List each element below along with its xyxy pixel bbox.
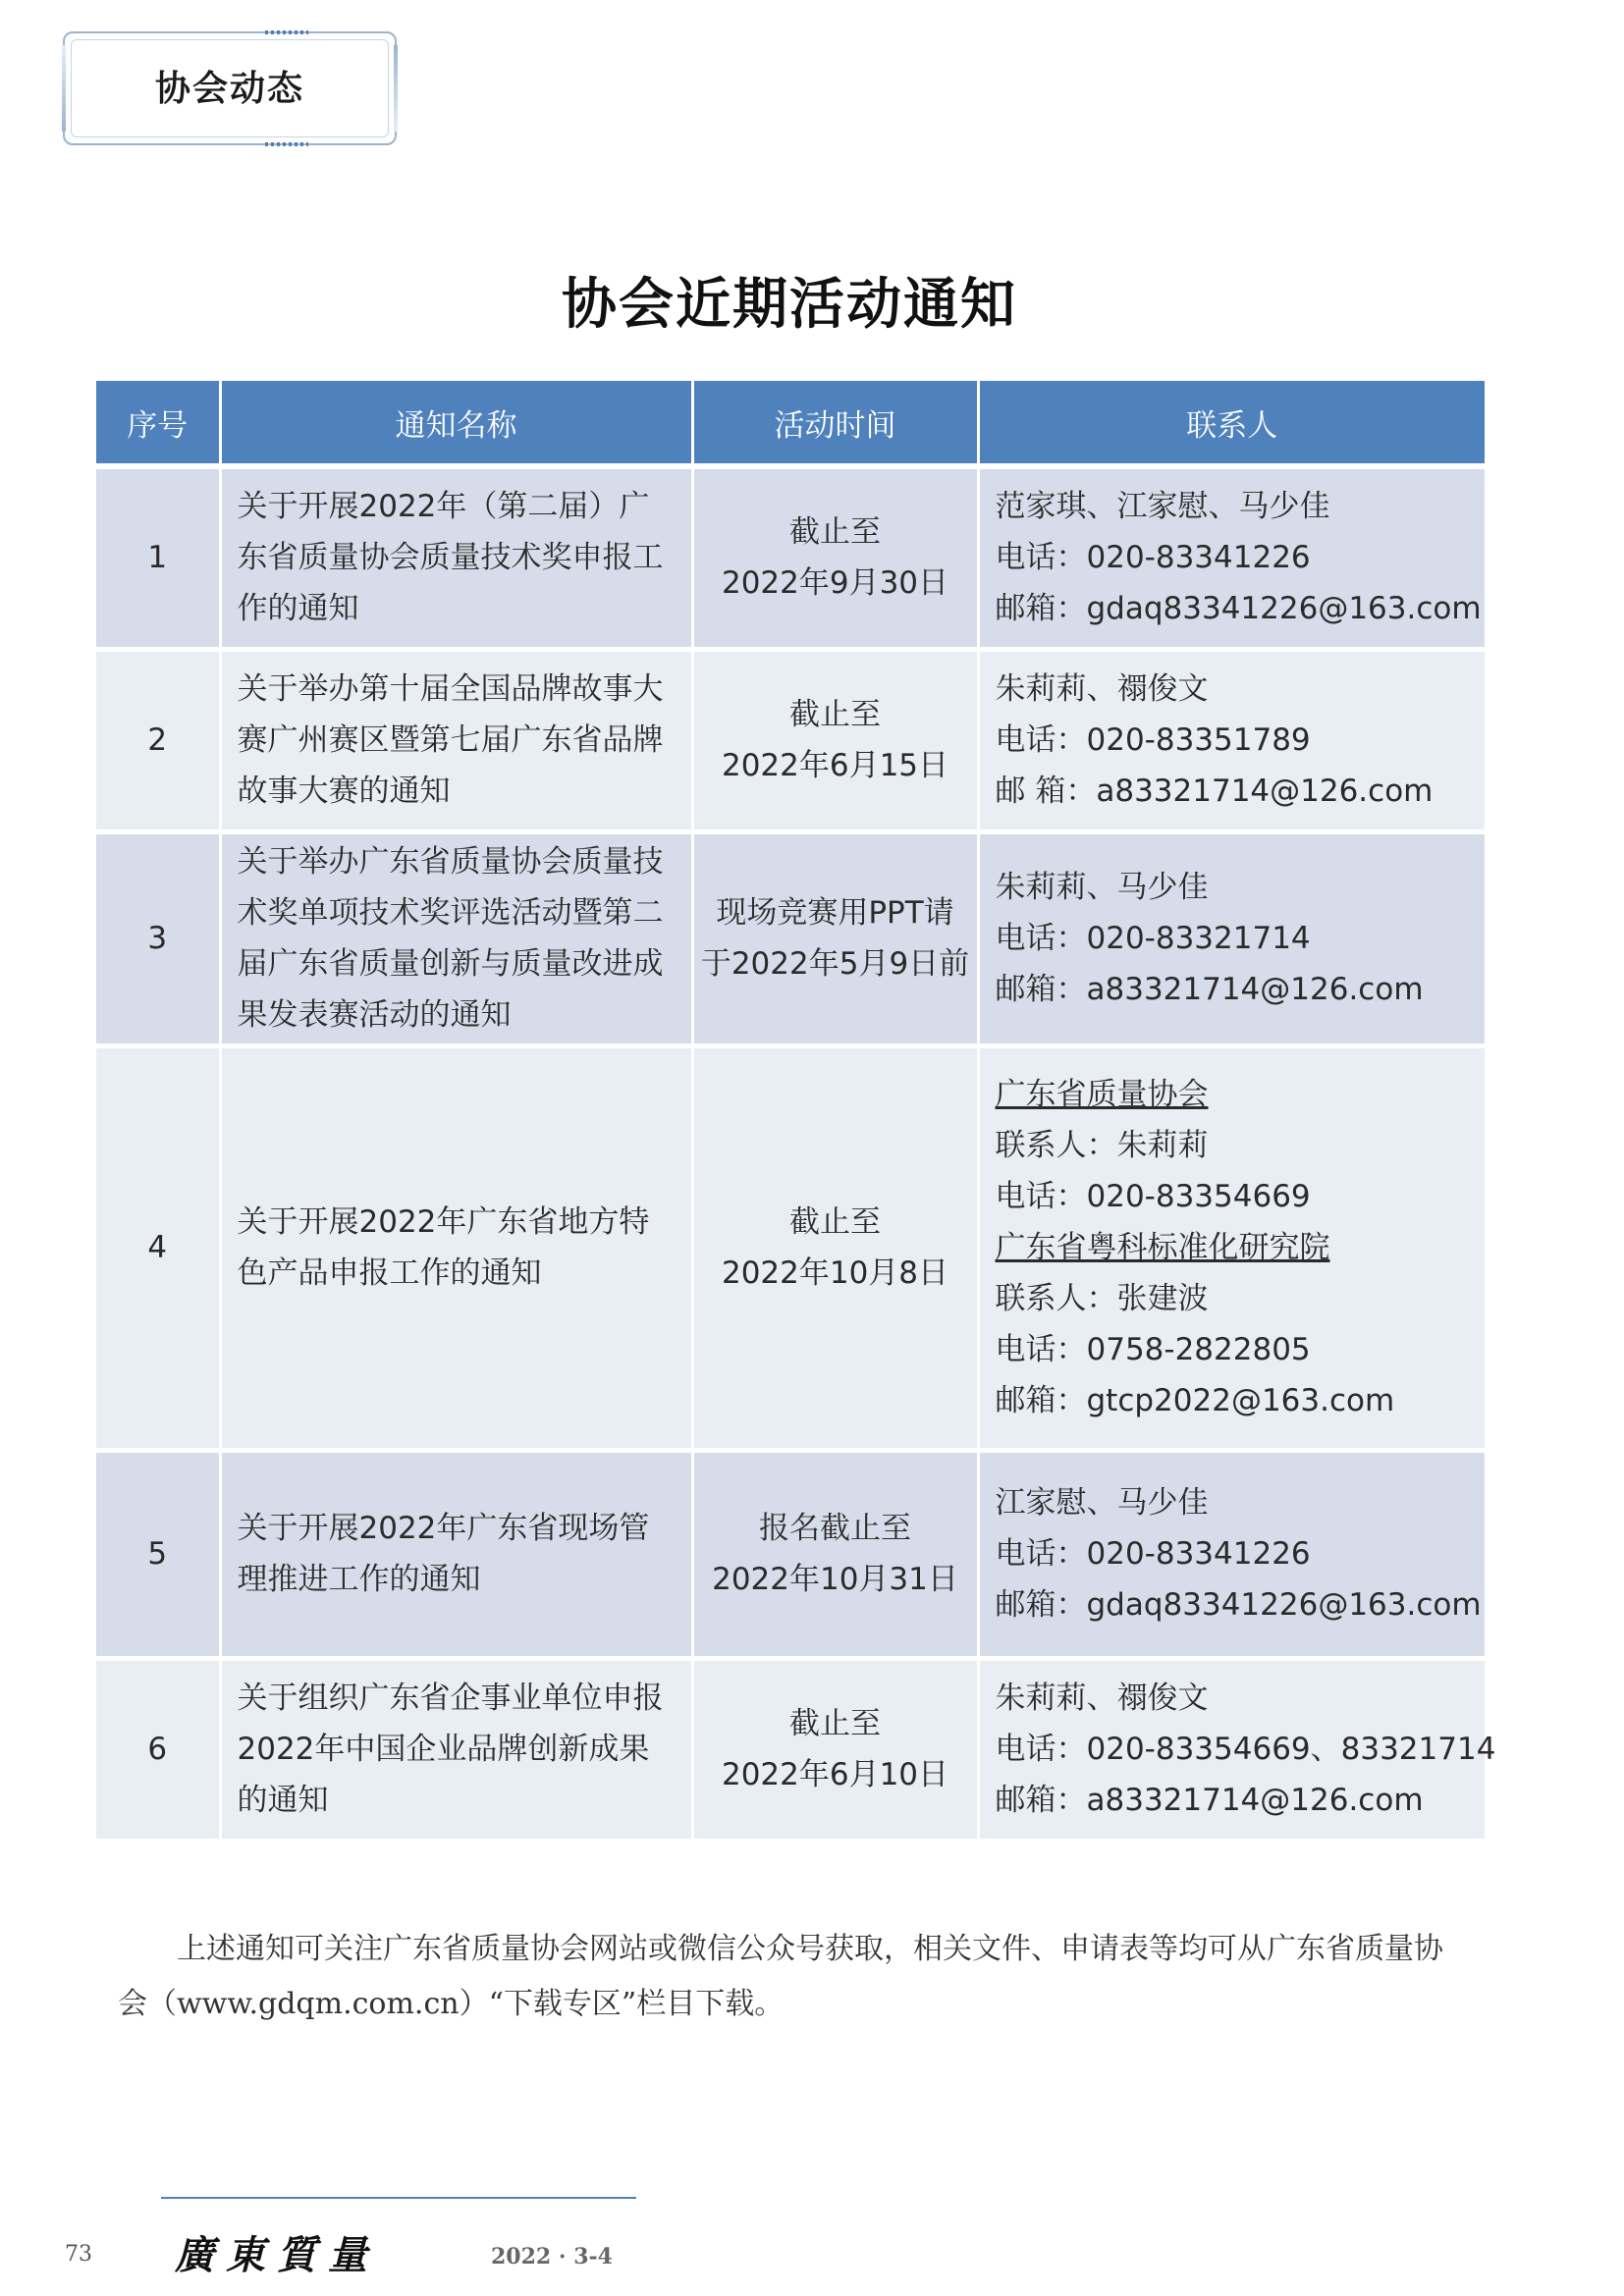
cell-notice-name [220,1045,692,1450]
tag-ornament [265,142,308,146]
cell-contact [978,1658,1496,1841]
page-number: 73 [65,2242,92,2267]
contact-line: 电话：020-83341226 [995,1536,1311,1572]
tag-ornament [265,30,308,34]
contact-line: 电话：020-83354669 [995,1179,1311,1214]
activity-time-line: 于2022年5月9日前 [700,946,970,982]
section-tag-label: 协会动态 [154,69,304,109]
cell-notice-name [220,466,692,649]
contact-line: 邮 箱：a83321714@126.com [995,774,1434,809]
cell-contact [978,831,1485,1045]
cell-activity-time [692,466,978,649]
contact-line: 邮箱：gdaq83341226@163.com [995,1587,1482,1623]
table-body [96,466,1496,1841]
cell-no: 2 [96,649,220,831]
cell-no: 5 [96,1450,220,1658]
activity-time-line: 2022年10月8日 [721,1255,949,1291]
header-time: 活动时间 [692,381,978,466]
contact-organization: 广东省粤科标准化研究院 [995,1230,1330,1265]
table-row [96,1658,1485,1841]
contact-line: 邮箱：gtcp2022@163.com [995,1383,1395,1418]
cell-no: 6 [96,1658,220,1841]
cell-activity-time [692,1450,978,1658]
notice-name-line: 关于开展2022年广东省现场管 [237,1511,650,1546]
notice-name-line: 届广东省质量创新与质量改进成 [237,946,664,982]
notice-name-line: 作的通知 [237,591,359,627]
section-tag [63,31,397,145]
cell-no: 1 [96,466,220,649]
footer-rule [161,2197,636,2199]
table-row [96,466,1485,649]
contact-line: 电话：020-83321714 [995,921,1311,956]
contact-line: 朱莉莉、禤俊文 [995,671,1209,707]
page-title: 协会近期活动通知 [562,273,1017,337]
notice-name-line: 关于举办第十届全国品牌故事大 [237,671,664,707]
table-header-row [96,381,1485,466]
cell-contact [978,1045,1485,1450]
contact-line: 范家琪、江家慰、马少佳 [995,489,1330,525]
table-row [96,1450,1485,1658]
contact-line: 电话：0758-2822805 [995,1332,1311,1367]
notice-name-line: 关于开展2022年（第二届）广 [237,489,650,525]
notice-name-line: 色产品申报工作的通知 [237,1255,542,1291]
activity-time-line: 截止至 [789,1204,881,1240]
activity-time-line: 2022年6月10日 [721,1757,949,1792]
notice-name-line: 果发表赛活动的通知 [237,997,512,1033]
activity-time-line: 截止至 [789,1706,881,1741]
header-no: 序号 [96,381,220,466]
notice-name-line: 赛广州赛区暨第七届广东省品牌 [237,722,664,758]
activity-time-line: 现场竞赛用PPT请 [716,895,954,931]
cell-activity-time [692,1658,978,1841]
contact-line: 朱莉莉、马少佳 [995,870,1209,905]
activity-time-line: 截止至 [789,697,881,732]
contact-line: 邮箱：gdaq83341226@163.com [995,591,1482,627]
cell-notice-name [220,1658,692,1841]
activity-time-line: 2022年6月15日 [721,748,949,783]
cell-no: 3 [96,831,220,1045]
notice-name-line: 东省质量协会质量技术奖申报工 [237,540,664,576]
notice-name-line: 的通知 [237,1783,329,1818]
cell-no: 4 [96,1045,220,1450]
magazine-logo: 廣東質量 [175,2232,379,2278]
cell-contact [978,649,1485,831]
table-row [96,649,1485,831]
contact-line: 联系人：张建波 [995,1281,1209,1316]
contact-line: 联系人：朱莉莉 [995,1128,1209,1163]
contact-line: 电话：020-83341226 [995,540,1311,576]
activity-time-line: 报名截止至 [759,1511,911,1546]
cell-notice-name [220,831,692,1045]
contact-organization: 广东省质量协会 [995,1077,1209,1112]
header-contact: 联系人 [978,381,1485,466]
contact-line: 朱莉莉、禤俊文 [995,1681,1209,1716]
header-name: 通知名称 [220,381,692,466]
notice-name-line: 关于举办广东省质量协会质量技 [237,844,664,880]
cell-activity-time [692,831,978,1045]
activity-time-line: 2022年9月30日 [721,565,949,602]
notice-name-line: 关于开展2022年广东省地方特 [237,1204,650,1240]
cell-notice-name [220,1450,692,1658]
cell-contact [978,466,1485,649]
table-row [96,1045,1485,1450]
activity-time-line: 2022年10月31日 [712,1562,958,1597]
notice-name-line: 故事大赛的通知 [237,774,451,809]
contact-line: 江家慰、马少佳 [995,1485,1209,1521]
activity-time-line: 截止至 [789,514,881,551]
notice-name-line: 关于组织广东省企事业单位申报 [237,1681,664,1716]
contact-line: 电话：020-83351789 [995,722,1311,758]
cell-contact [978,1450,1485,1658]
contact-line: 邮箱：a83321714@126.com [995,972,1424,1007]
notice-table [96,381,1496,1843]
notice-name-line: 2022年中国企业品牌创新成果 [237,1732,650,1767]
issue-date: 2022 · 3-4 [491,2244,613,2269]
notice-name-line: 术奖单项技术奖评选活动暨第二 [237,895,664,931]
notice-name-line: 理推进工作的通知 [237,1562,481,1597]
contact-line: 邮箱：a83321714@126.com [995,1783,1424,1818]
contact-line: 电话：020-83354669、83321714 [995,1732,1496,1767]
footnote: 上述通知可关注广东省质量协会网站或微信公众号获取，相关文件、申请表等均可从广东省质量协会（www.gdqm.com.cn）“下载专区”栏目下载。 [118,1932,1443,2021]
cell-activity-time [692,1045,978,1450]
cell-activity-time [692,649,978,831]
table-row [96,831,1485,1045]
cell-notice-name [220,649,692,831]
